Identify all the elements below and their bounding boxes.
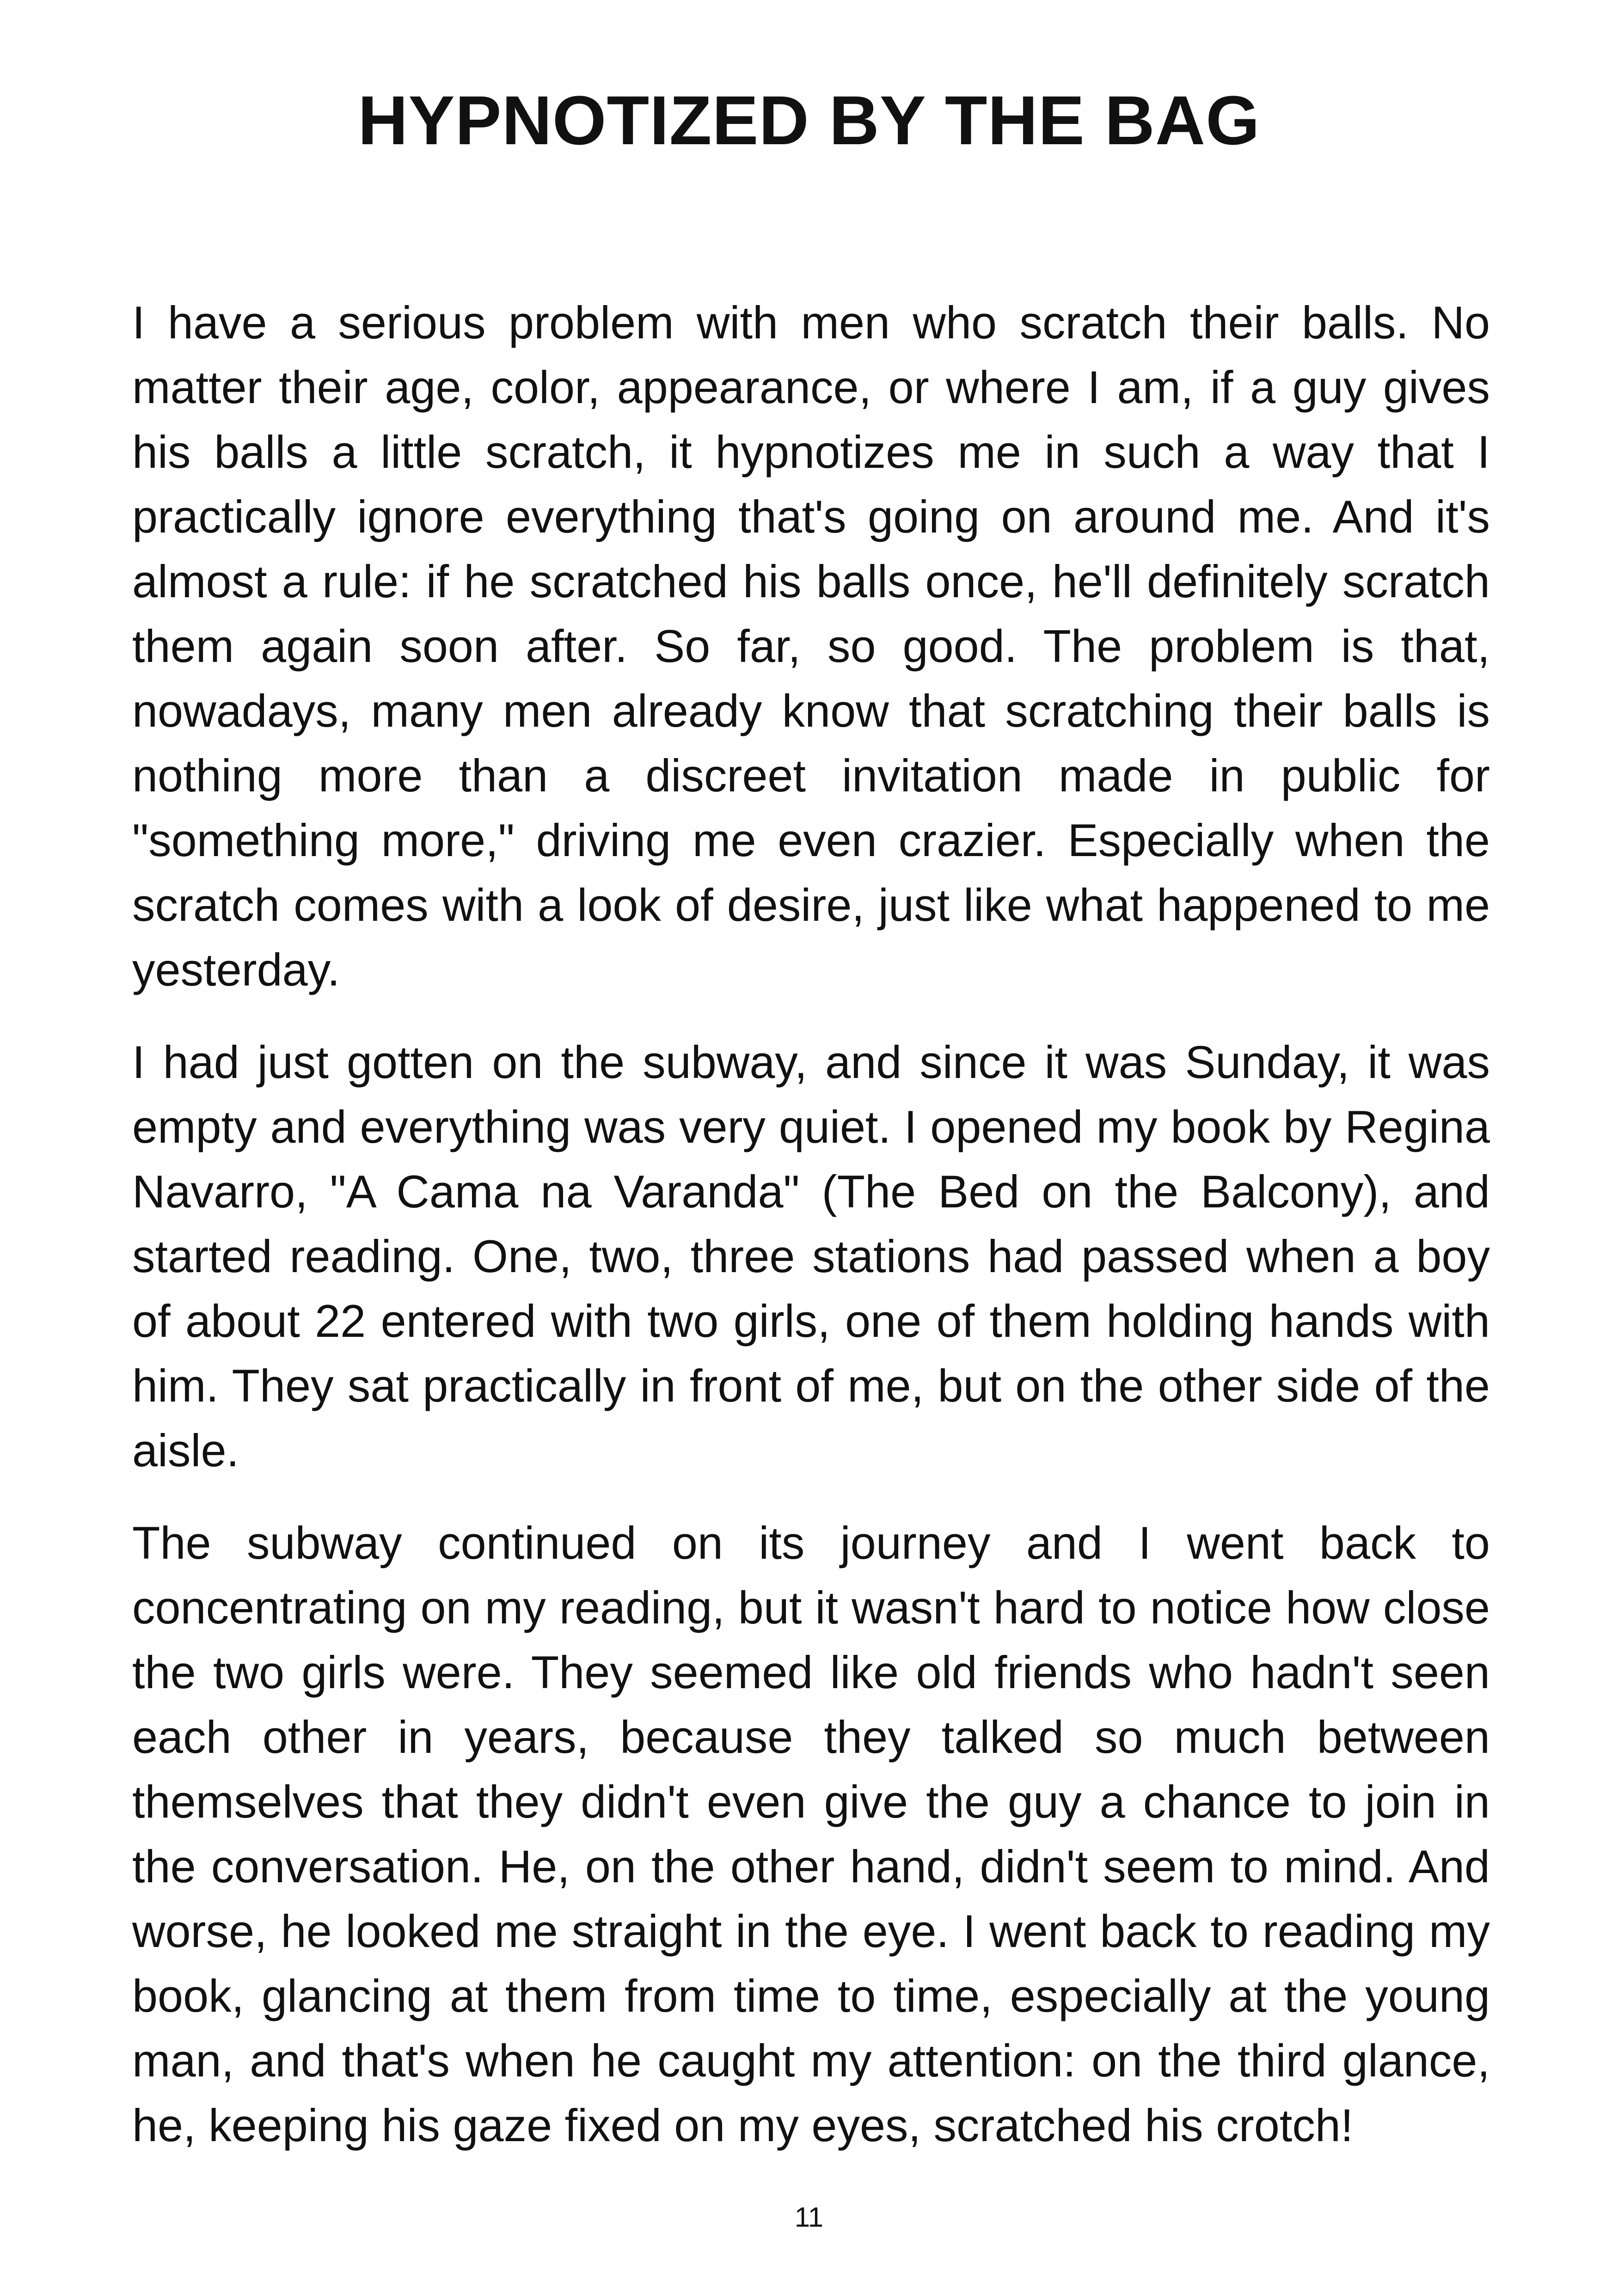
body-text [132, 290, 1490, 2186]
paragraph-3: The subway continued on its journey and I went back to concentrating on my reading, but it wasn't hard to notice how close the two girls were. They seemed like old friends who hadn't seen each other in years, because they talked so much between themselves that they didn't even give the guy a chance to join in the conversation. He, on the other hand, didn't seem to mind. And worse, he looked me straight in the eye. I went back to reading my book, glancing at them from time to time, especially at the young man, and that's when he caught my attention: on the third glance, he, keeping his gaze fixed on my eyes, scratched his crotch! [132, 1517, 1490, 2151]
page-number: 11 [794, 2202, 824, 2233]
page-title: HYPNOTIZED BY THE BAG [358, 81, 1260, 159]
paragraph-1: I have a serious problem with men who scratch their balls. No matter their age, color, appearance, or where I am, if a guy gives his balls a little scratch, it hypnotizes me in such a way that I practically ignore everything that's going on around me. And it's almost a rule: if he scratched his balls once, he'll definitely scratch them again soon after. So far, so good. The problem is that, nowadays, many men already know that scratching their balls is nothing more than a discreet invitation made in public for "something more," driving me even crazier. Especially when the scratch comes with a look of desire, just like what happened to me yesterday. [132, 297, 1490, 995]
paragraph-2: I had just gotten on the subway, and since it was Sunday, it was empty and everything was very quiet. I opened my book by Regina Navarro, "A Cama na Varanda" (The Bed on the Balcony), and started reading. One, two, three stations had passed when a boy of about 22 entered with two girls, one of them holding hands with him. They sat practically in front of me, but on the other side of the aisle. [132, 1036, 1490, 1476]
